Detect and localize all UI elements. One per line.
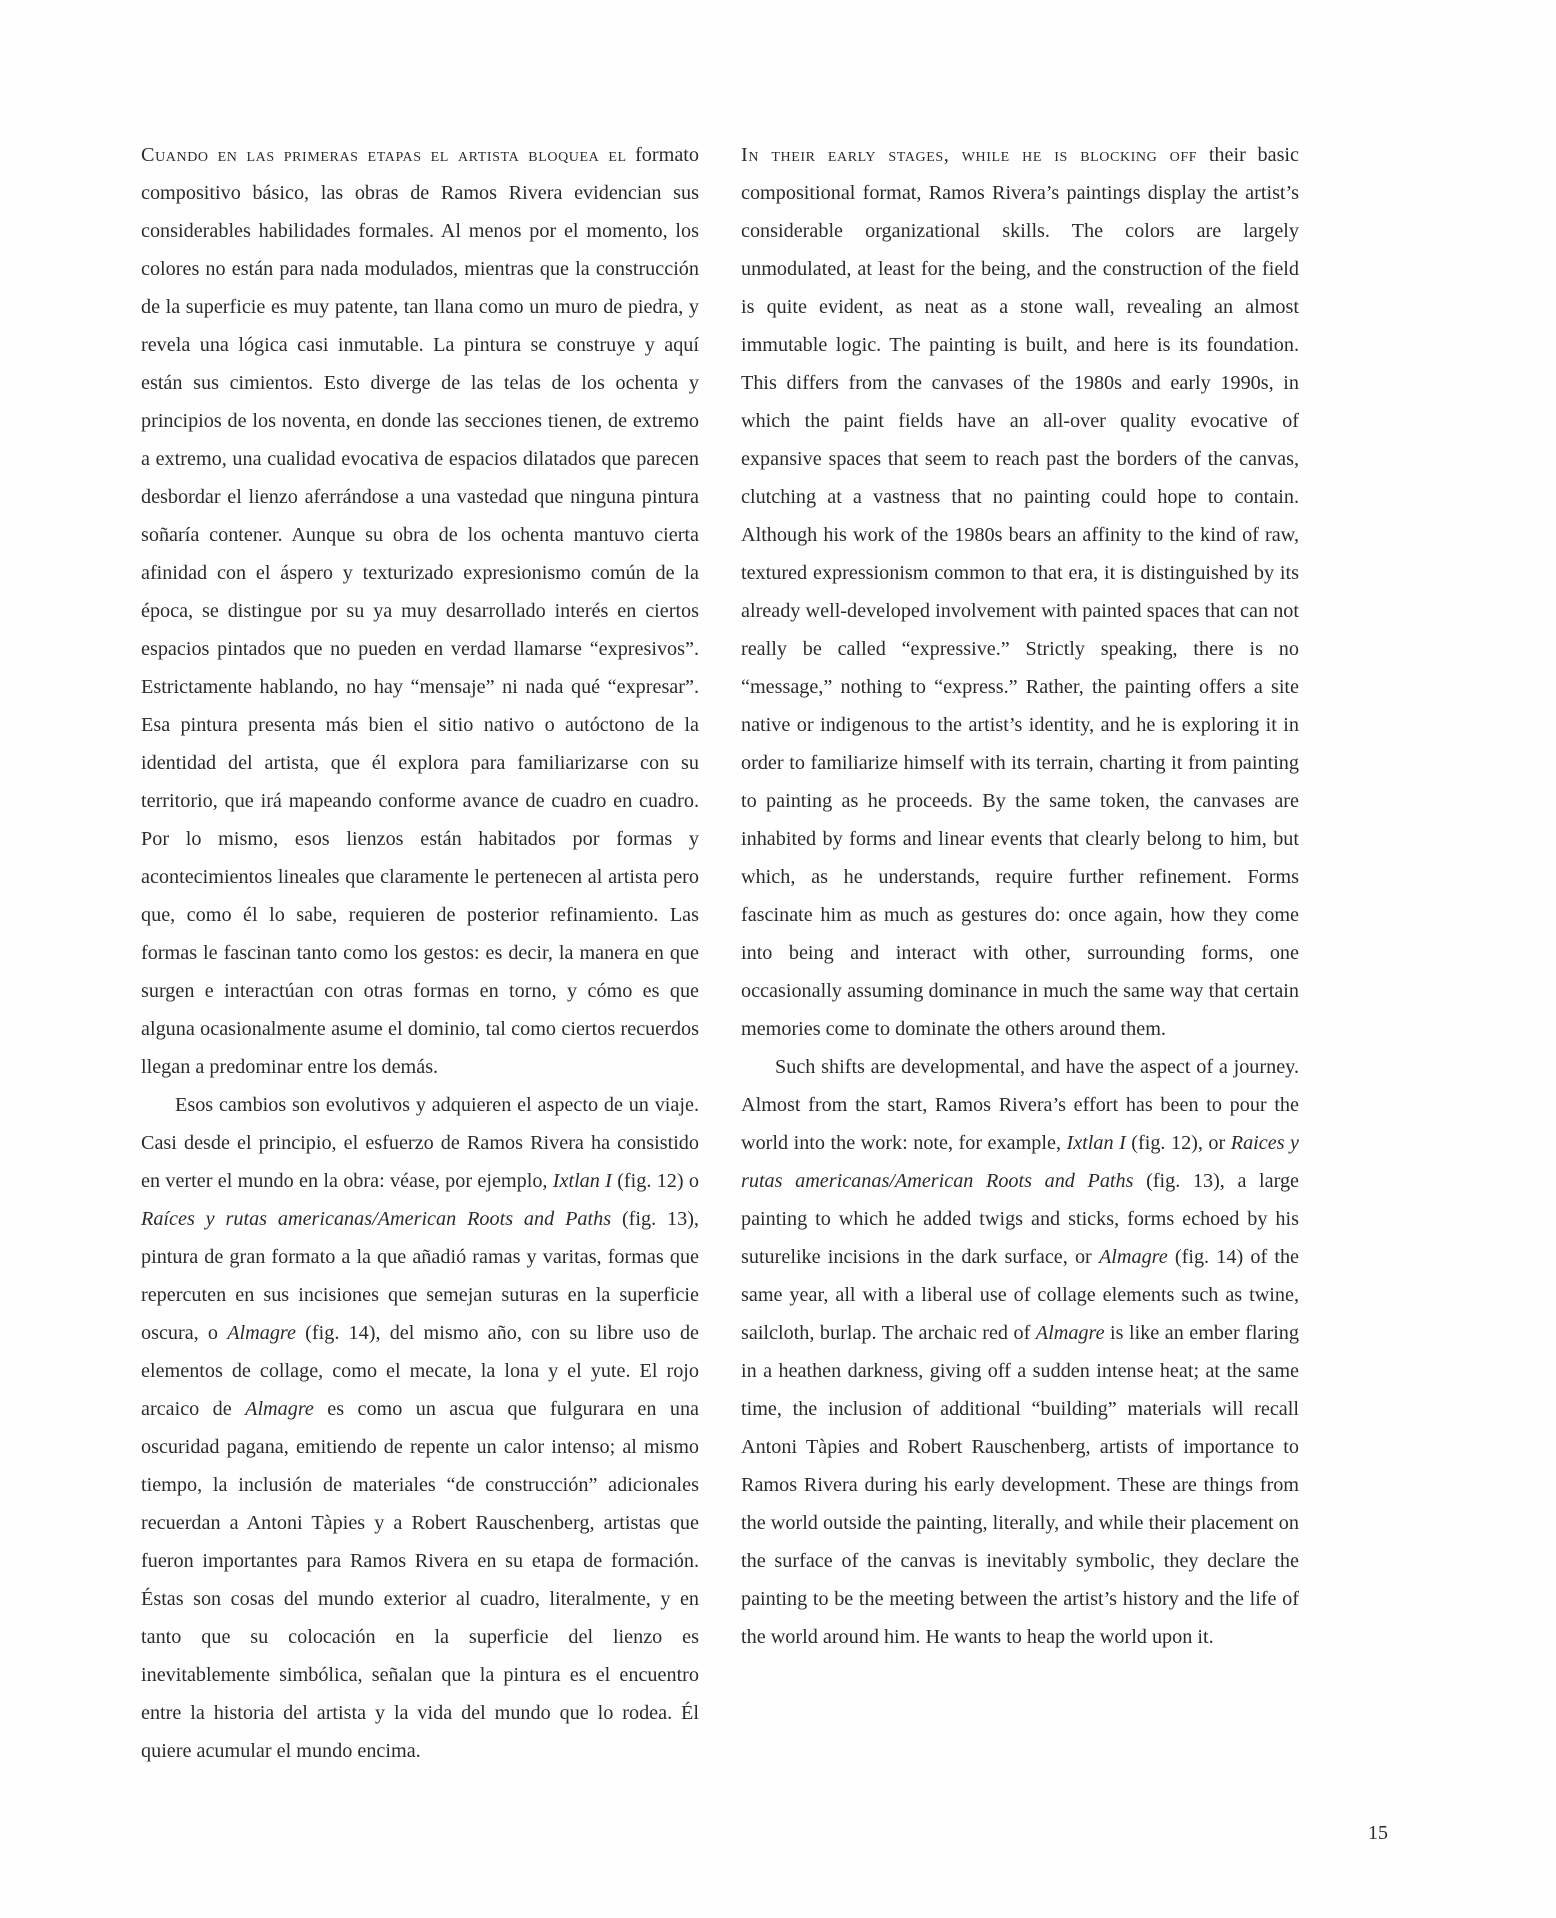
english-paragraph-1 [741, 136, 1299, 1048]
spanish-paragraph-2 [141, 1086, 699, 1770]
spanish-artwork-title: Raíces y rutas americanas/American Roots and Paths [141, 1208, 612, 1230]
english-p2-text: (fig. 14) of the same year, all with a liberal use of collage elements such as twine, sailcloth, burlap. The archaic red of [741, 1246, 1299, 1344]
english-artwork-title: Raices y rutas americanas/American Roots and Paths [741, 1132, 1300, 1192]
english-p2-text: is like an ember flaring in a heathen darkness, giving off a sudden intense heat; at the same time, the inclusion of additional “building” materials will recall Antoni Tàpies and Robert Rauschenberg, artists of importance to Ramos Rivera during his early development. These are things from the world outside the painting, literally, and while their placement on the surface of the canvas is inevitably symbolic, they declare the painting to be the meeting between the artist’s history and the life of the world around him. He wants to heap the world upon it. [741, 1322, 1299, 1648]
english-p2-text: Such shifts are developmental, and have the aspect of a journey. Almost from the start, Ramos Rivera’s effort has been to pour the world into the work: note, for example, [741, 1056, 1299, 1154]
spanish-lead-in: Cuando en las primeras etapas el artista bloquea el [141, 144, 627, 166]
spanish-artwork-title: Almagre [245, 1398, 314, 1420]
spanish-p2-text: (fig. 14), del mismo año, con su libre uso de elementos de collage, como el mecate, la lona y el yute. El rojo arcaico de [141, 1322, 699, 1420]
spanish-artwork-title: Ixtlan I [552, 1170, 612, 1192]
english-p1-text: their basic compositional format, Ramos Rivera’s paintings display the artist’s considerable organizational skills. The colors are largely unmodulated, at least for the being, and the construction of the field is quite evident, as neat as a stone wall, revealing an almost immutable logic. The painting is built, and here is its foundation. This differs from the canvases of the 1980s and early 1990s, in which the paint fields have an all-over quality evocative of expansive spaces that seem to reach past the borders of the canvas, clutching at a vastness that no painting could hope to contain. Although his work of the 1980s bears an affinity to the kind of raw, textured expressionism common to that era, it is distinguished by its already well-developed involvement with painted spaces that can not really be called “expressive.” Strictly speaking, there is no “message,” nothing to “express.” Rather, the painting offers a site native or indigenous to the artist’s identity, and he is exploring it in order to familiarize himself with its terrain, charting it from painting to painting as he proceeds. By the same token, the canvases are inhabited by forms and linear events that clearly belong to him, but which, as he understands, require further refinement. Forms fascinate him as much as gestures do: once again, how they come into being and interact with other, surrounding forms, one occasionally assuming dominance in much the same way that certain memories come to dominate the others around them. [741, 144, 1299, 1040]
english-artwork-title: Almagre [1098, 1246, 1168, 1268]
spanish-column [141, 136, 699, 1770]
english-p2-text: (fig. 12), or [1125, 1132, 1231, 1154]
spanish-p2-text: (fig. 13), pintura de gran formato a la que añadió ramas y varitas, formas que repercuten en sus incisiones que semejan suturas en la superficie oscura, o [141, 1208, 699, 1344]
page-number: 15 [1368, 1822, 1388, 1844]
english-artwork-title: Ixtlan I [1066, 1132, 1126, 1154]
spanish-p2-text: (fig. 12) o [611, 1170, 700, 1192]
english-lead-in: In their early stages, while he is blocking off [741, 144, 1198, 166]
english-column [741, 136, 1299, 1656]
english-p2-text: (fig. 13), a large painting to which he added twigs and sticks, forms echoed by his suturelike incisions in the dark surface, or [741, 1170, 1300, 1268]
spanish-artwork-title: Almagre [227, 1322, 296, 1344]
spanish-p2-text: es como un ascua que fulgurara en una oscuridad pagana, emitiendo de repente un calor intenso; al mismo tiempo, la inclusión de materiales “de construcción” adicionales recuerdan a Antoni Tàpies y a Robert Rauschenberg, artistas que fueron importantes para Ramos Rivera en su etapa de formación. Éstas son cosas del mundo exterior al cuadro, literalmente, y en tanto que su colocación en la superficie del lienzo es inevitablemente simbólica, señalan que la pintura es el encuentro entre la historia del artista y la vida del mundo que lo rodea. Él quiere acumular el mundo encima. [141, 1398, 700, 1762]
spanish-p1-text: formato compositivo básico, las obras de Ramos Rivera evidencian sus considerables habilidades formales. Al menos por el momento, los colores no están para nada modulados, mientras que la construcción de la superficie es muy patente, tan llana como un muro de piedra, y revela una lógica casi inmutable. La pintura se construye y aquí están sus cimientos. Esto diverge de las telas de los ochenta y principios de los noventa, en donde las secciones tienen, de extremo a extremo, una cualidad evocativa de espacios dilatados que parecen desbordar el lienzo aferrándose a una vastedad que ninguna pintura soñaría contener. Aunque su obra de los ochenta mantuvo cierta afinidad con el áspero y texturizado expresionismo común de la época, se distingue por su ya muy desarrollado interés en ciertos espacios pintados que no pueden en verdad llamarse “expresivos”. Estrictamente hablando, no hay “mensaje” ni nada qué “expresar”. Esa pintura presenta más bien el sitio nativo o autóctono de la identidad del artista, que él explora para familiarizarse con su territorio, que irá mapeando conforme avance de cuadro en cuadro. Por lo mismo, esos lienzos están habitados por formas y acontecimientos lineales que claramente le pertenecen al artista pero que, como él lo sabe, requieren de posterior refinamiento. Las formas le fascinan tanto como los gestos: es decir, la manera en que surgen e interactúan con otras formas en torno, y cómo es que alguna ocasionalmente asume el dominio, tal como ciertos recuerdos llegan a predominar entre los demás. [141, 144, 699, 1078]
english-paragraph-2 [741, 1048, 1299, 1656]
spanish-p2-text: Esos cambios son evolutivos y adquieren el aspecto de un viaje. Casi desde el principio, el esfuerzo de Ramos Rivera ha consistido en verter el mundo en la obra: véase, por ejemplo, [141, 1094, 699, 1192]
english-artwork-title: Almagre [1035, 1322, 1105, 1344]
spanish-paragraph-1 [141, 136, 699, 1086]
